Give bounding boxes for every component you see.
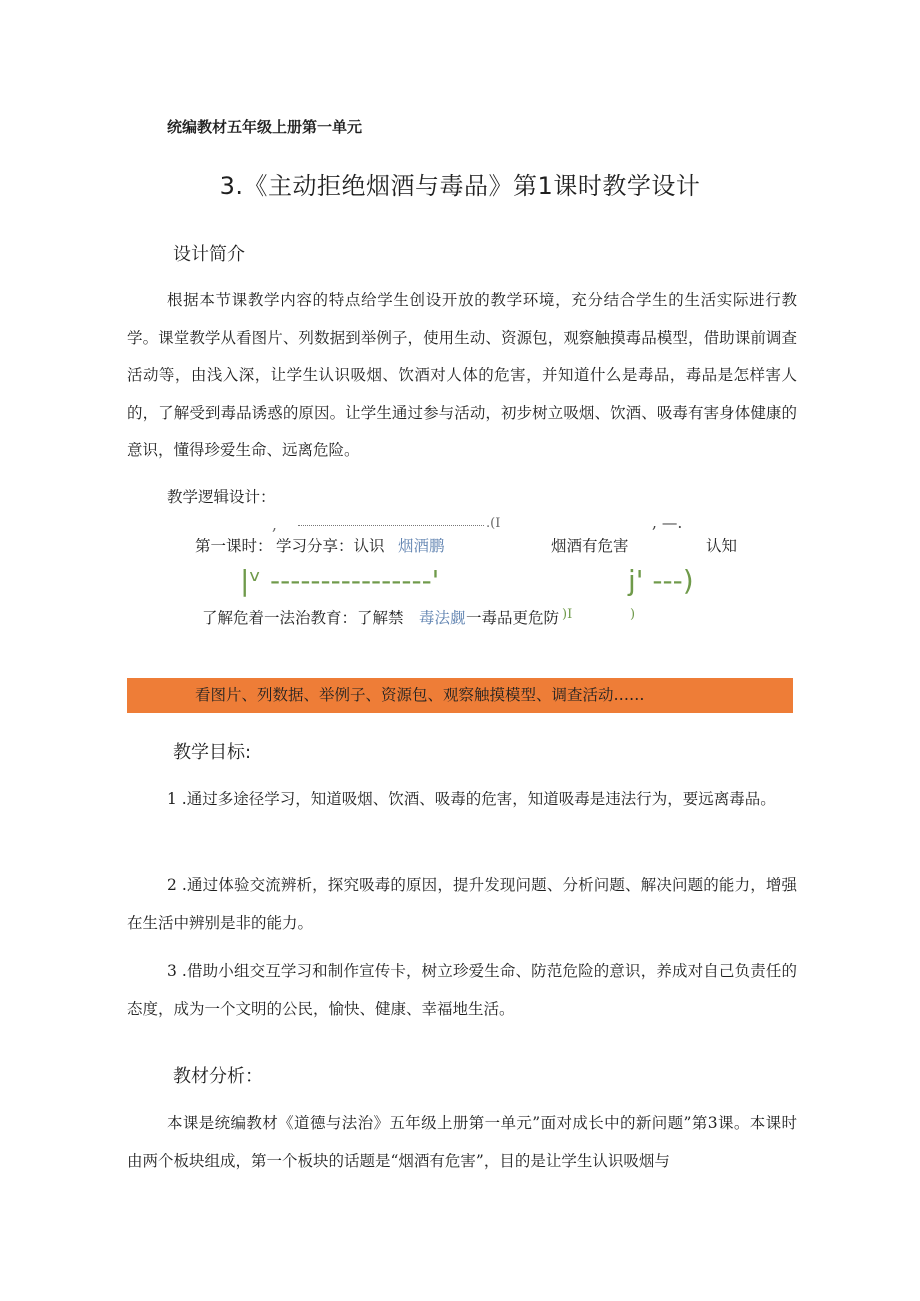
analysis-heading: 教材分析：: [173, 1066, 263, 1087]
diagram-law-tail: 一毒品更危防: [466, 609, 560, 627]
goal-item-1: 1 .通过多途径学习，知道吸烟、饮酒、吸毒的危害，知道吸毒是违法行为，要远离毒品。: [167, 790, 776, 808]
intro-heading: 设计简介: [173, 244, 245, 265]
diagram-bracket-right: j' ---): [628, 564, 694, 597]
goals-heading: 教学目标:: [173, 742, 252, 763]
diagram-law-blue: 毒法觑: [419, 609, 466, 627]
logic-diagram: [0, 510, 920, 630]
diagram-share: 学习分享：认识: [276, 537, 385, 555]
diagram-mark: ,: [272, 516, 277, 534]
logic-label: 教学逻辑设计：: [167, 488, 276, 506]
diagram-mark: ): [630, 607, 636, 622]
methods-banner: 看图片、列数据、举例子、资源包、观察触摸模型、调查活动……: [127, 678, 793, 713]
diagram-share-blue: 烟酒鹏: [398, 537, 445, 555]
page-title: 3.《主动拒绝烟酒与毒品》第1课时教学设计: [219, 172, 701, 200]
goal-item-2: 2 .通过体验交流辨析，探究吸毒的原因，提升发现问题、分析问题、解决问题的能力，增强在生活中辨别是非的能力。: [127, 876, 797, 932]
diagram-dotted-line: [298, 525, 484, 526]
diagram-mark: , —.: [652, 514, 683, 532]
diagram-bracket-left: |ᵛ ----------------': [240, 564, 440, 597]
diagram-mark: )I: [562, 607, 573, 622]
goal-item-3: 3 .借助小组交互学习和制作宣传卡，树立珍爱生命、防范危险的意识，养成对自己负责任的态度，成为一个文明的公民，愉快、健康、幸福地生活。: [127, 962, 797, 1018]
diagram-know: 认知: [706, 537, 738, 555]
diagram-law: 了解危着一法治教育：了解禁: [202, 609, 404, 627]
analysis-paragraph: 本课是统编教材《道德与法治》五年级上册第一单元”面对成长中的新问题”第3课。本课时由两个板块组成，第一个板块的话题是“烟酒有危害”，目的是让学生认识吸烟与: [127, 1114, 797, 1170]
diagram-mark: .(I: [486, 516, 501, 531]
intro-paragraph: 根据本节课教学内容的特点给学生创设开放的教学环境，充分结合学生的生活实际进行教学。课堂教学从看图片、列数据到举例子，使用生动、资源包，观察触摸毒品模型，借助课前调查活动等，由浅入深，让学生认识吸烟、饮酒对人体的危害，并知道什么是毒品，毒品是怎样害人的，了解受到毒品诱惑的原因。让学生通过参与活动，初步树立吸烟、饮酒、吸毒有害身体健康的意识，懂得珍爱生命、远离危险。: [127, 291, 797, 460]
diagram-harm: 烟酒有危害: [551, 537, 629, 555]
unit-label: 统编教材五年级上册第一单元: [167, 118, 363, 136]
diagram-lesson: 第一课时：: [195, 537, 273, 555]
